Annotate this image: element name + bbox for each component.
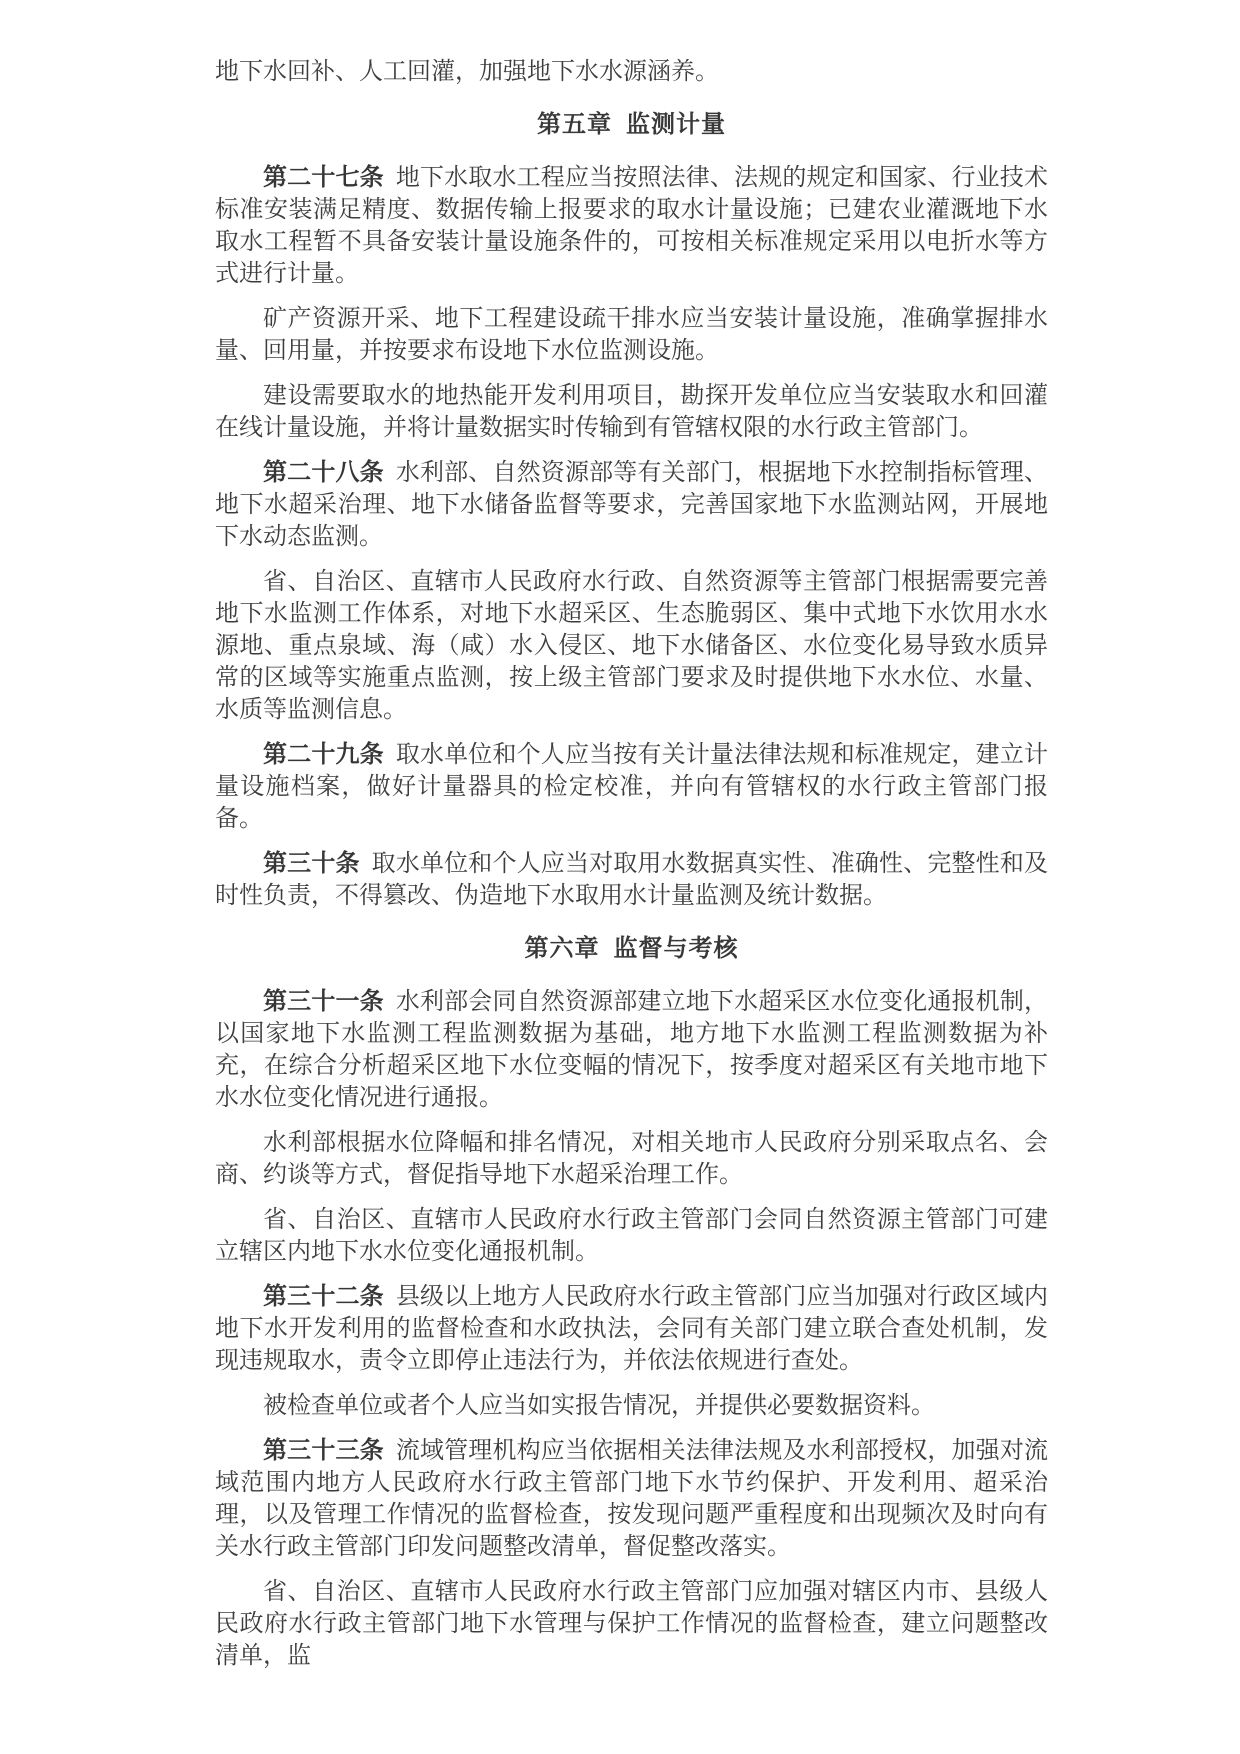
paragraph: 被检查单位或者个人应当如实报告情况，并提供必要数据资料。 <box>263 1393 935 1419</box>
article-text: 取水单位和个人应当对取用水数据真实性、准确性、完整性和及时性负责，不得篡改、伪造地下水取用水计量监测及统计数据。 <box>215 851 1049 909</box>
chapter-number: 第五章 <box>537 112 612 138</box>
article-paragraph <box>215 986 1048 1114</box>
article-text: 取水单位和个人应当按有关计量法律法规和标准规定，建立计量设施档案，做好计量器具的检定校准，并向有管辖权的水行政主管部门报备。 <box>215 742 1049 832</box>
chapter-heading <box>215 109 1048 141</box>
article-paragraph <box>215 1435 1048 1563</box>
article-number: 第二十七条 <box>263 165 384 191</box>
article-number: 第三十二条 <box>263 1284 384 1310</box>
paragraph: 矿产资源开采、地下工程建设疏干排水应当安装计量设施，准确掌握排水量、回用量，并按要求布设地下水位监测设施。 <box>215 306 1048 364</box>
article-paragraph <box>215 739 1048 835</box>
chapter-number: 第六章 <box>524 936 600 962</box>
paragraph: 省、自治区、直辖市人民政府水行政主管部门应加强对辖区内市、县级人民政府水行政主管部门地下水管理与保护工作情况的监督检查，建立问题整改清单，监 <box>215 1579 1048 1669</box>
chapter-title: 监测计量 <box>626 112 726 138</box>
article-paragraph <box>215 1281 1048 1377</box>
paragraph: 省、自治区、直辖市人民政府水行政、自然资源等主管部门根据需要完善地下水监测工作体系，对地下水超采区、生态脆弱区、集中式地下水饮用水水源地、重点泉域、海（咸）水入侵区、地下水储备区、水位变化易导致水质异常的区域等实施重点监测，按上级主管部门要求及时提供地下水水位、水量、水质等监测信息。 <box>215 569 1048 723</box>
article-paragraph <box>215 848 1048 912</box>
article-text: 水利部会同自然资源部建立地下水超采区水位变化通报机制，以国家地下水监测工程监测数据为基础，地方地下水监测工程监测数据为补充，在综合分析超采区地下水位变幅的情况下，按季度对超采区有关地市地下水水位变化情况进行通报。 <box>215 989 1049 1111</box>
chapter-heading <box>215 933 1048 965</box>
article-number: 第三十一条 <box>263 989 384 1015</box>
article-number: 第三十三条 <box>263 1438 384 1464</box>
article-text: 水利部、自然资源部等有关部门，根据地下水控制指标管理、地下水超采治理、地下水储备监督等要求，完善国家地下水监测站网，开展地下水动态监测。 <box>215 460 1049 550</box>
paragraph: 省、自治区、直辖市人民政府水行政主管部门会同自然资源主管部门可建立辖区内地下水水位变化通报机制。 <box>215 1207 1048 1265</box>
article-number: 第三十条 <box>263 851 360 877</box>
article-paragraph <box>215 457 1048 553</box>
article-text: 县级以上地方人民政府水行政主管部门应当加强对行政区域内地下水开发利用的监督检查和水政执法，会同有关部门建立联合查处机制，发现违规取水，责令立即停止违法行为，并依法依规进行查处。 <box>215 1284 1049 1374</box>
paragraph: 地下水回补、人工回灌，加强地下水水源涵养。 <box>215 59 719 85</box>
paragraph: 建设需要取水的地热能开发利用项目，勘探开发单位应当安装取水和回灌在线计量设施，并将计量数据实时传输到有管辖权限的水行政主管部门。 <box>215 383 1048 441</box>
article-text: 地下水取水工程应当按照法律、法规的规定和国家、行业技术标准安装满足精度、数据传输上报要求的取水计量设施；已建农业灌溉地下水取水工程暂不具备安装计量设施条件的，可按相关标准规定采用以电折水等方式进行计量。 <box>215 165 1049 287</box>
article-number: 第二十八条 <box>263 460 384 486</box>
chapter-title: 监督与考核 <box>613 936 739 962</box>
paragraph: 水利部根据水位降幅和排名情况，对相关地市人民政府分别采取点名、会商、约谈等方式，督促指导地下水超采治理工作。 <box>215 1130 1048 1188</box>
article-paragraph <box>215 162 1048 290</box>
article-text: 流域管理机构应当依据相关法律法规及水利部授权，加强对流域范围内地方人民政府水行政主管部门地下水节约保护、开发利用、超采治理，以及管理工作情况的监督检查，按发现问题严重程度和出现频次及时向有关水行政主管部门印发问题整改清单，督促整改落实。 <box>215 1438 1049 1560</box>
article-number: 第二十九条 <box>263 742 384 768</box>
